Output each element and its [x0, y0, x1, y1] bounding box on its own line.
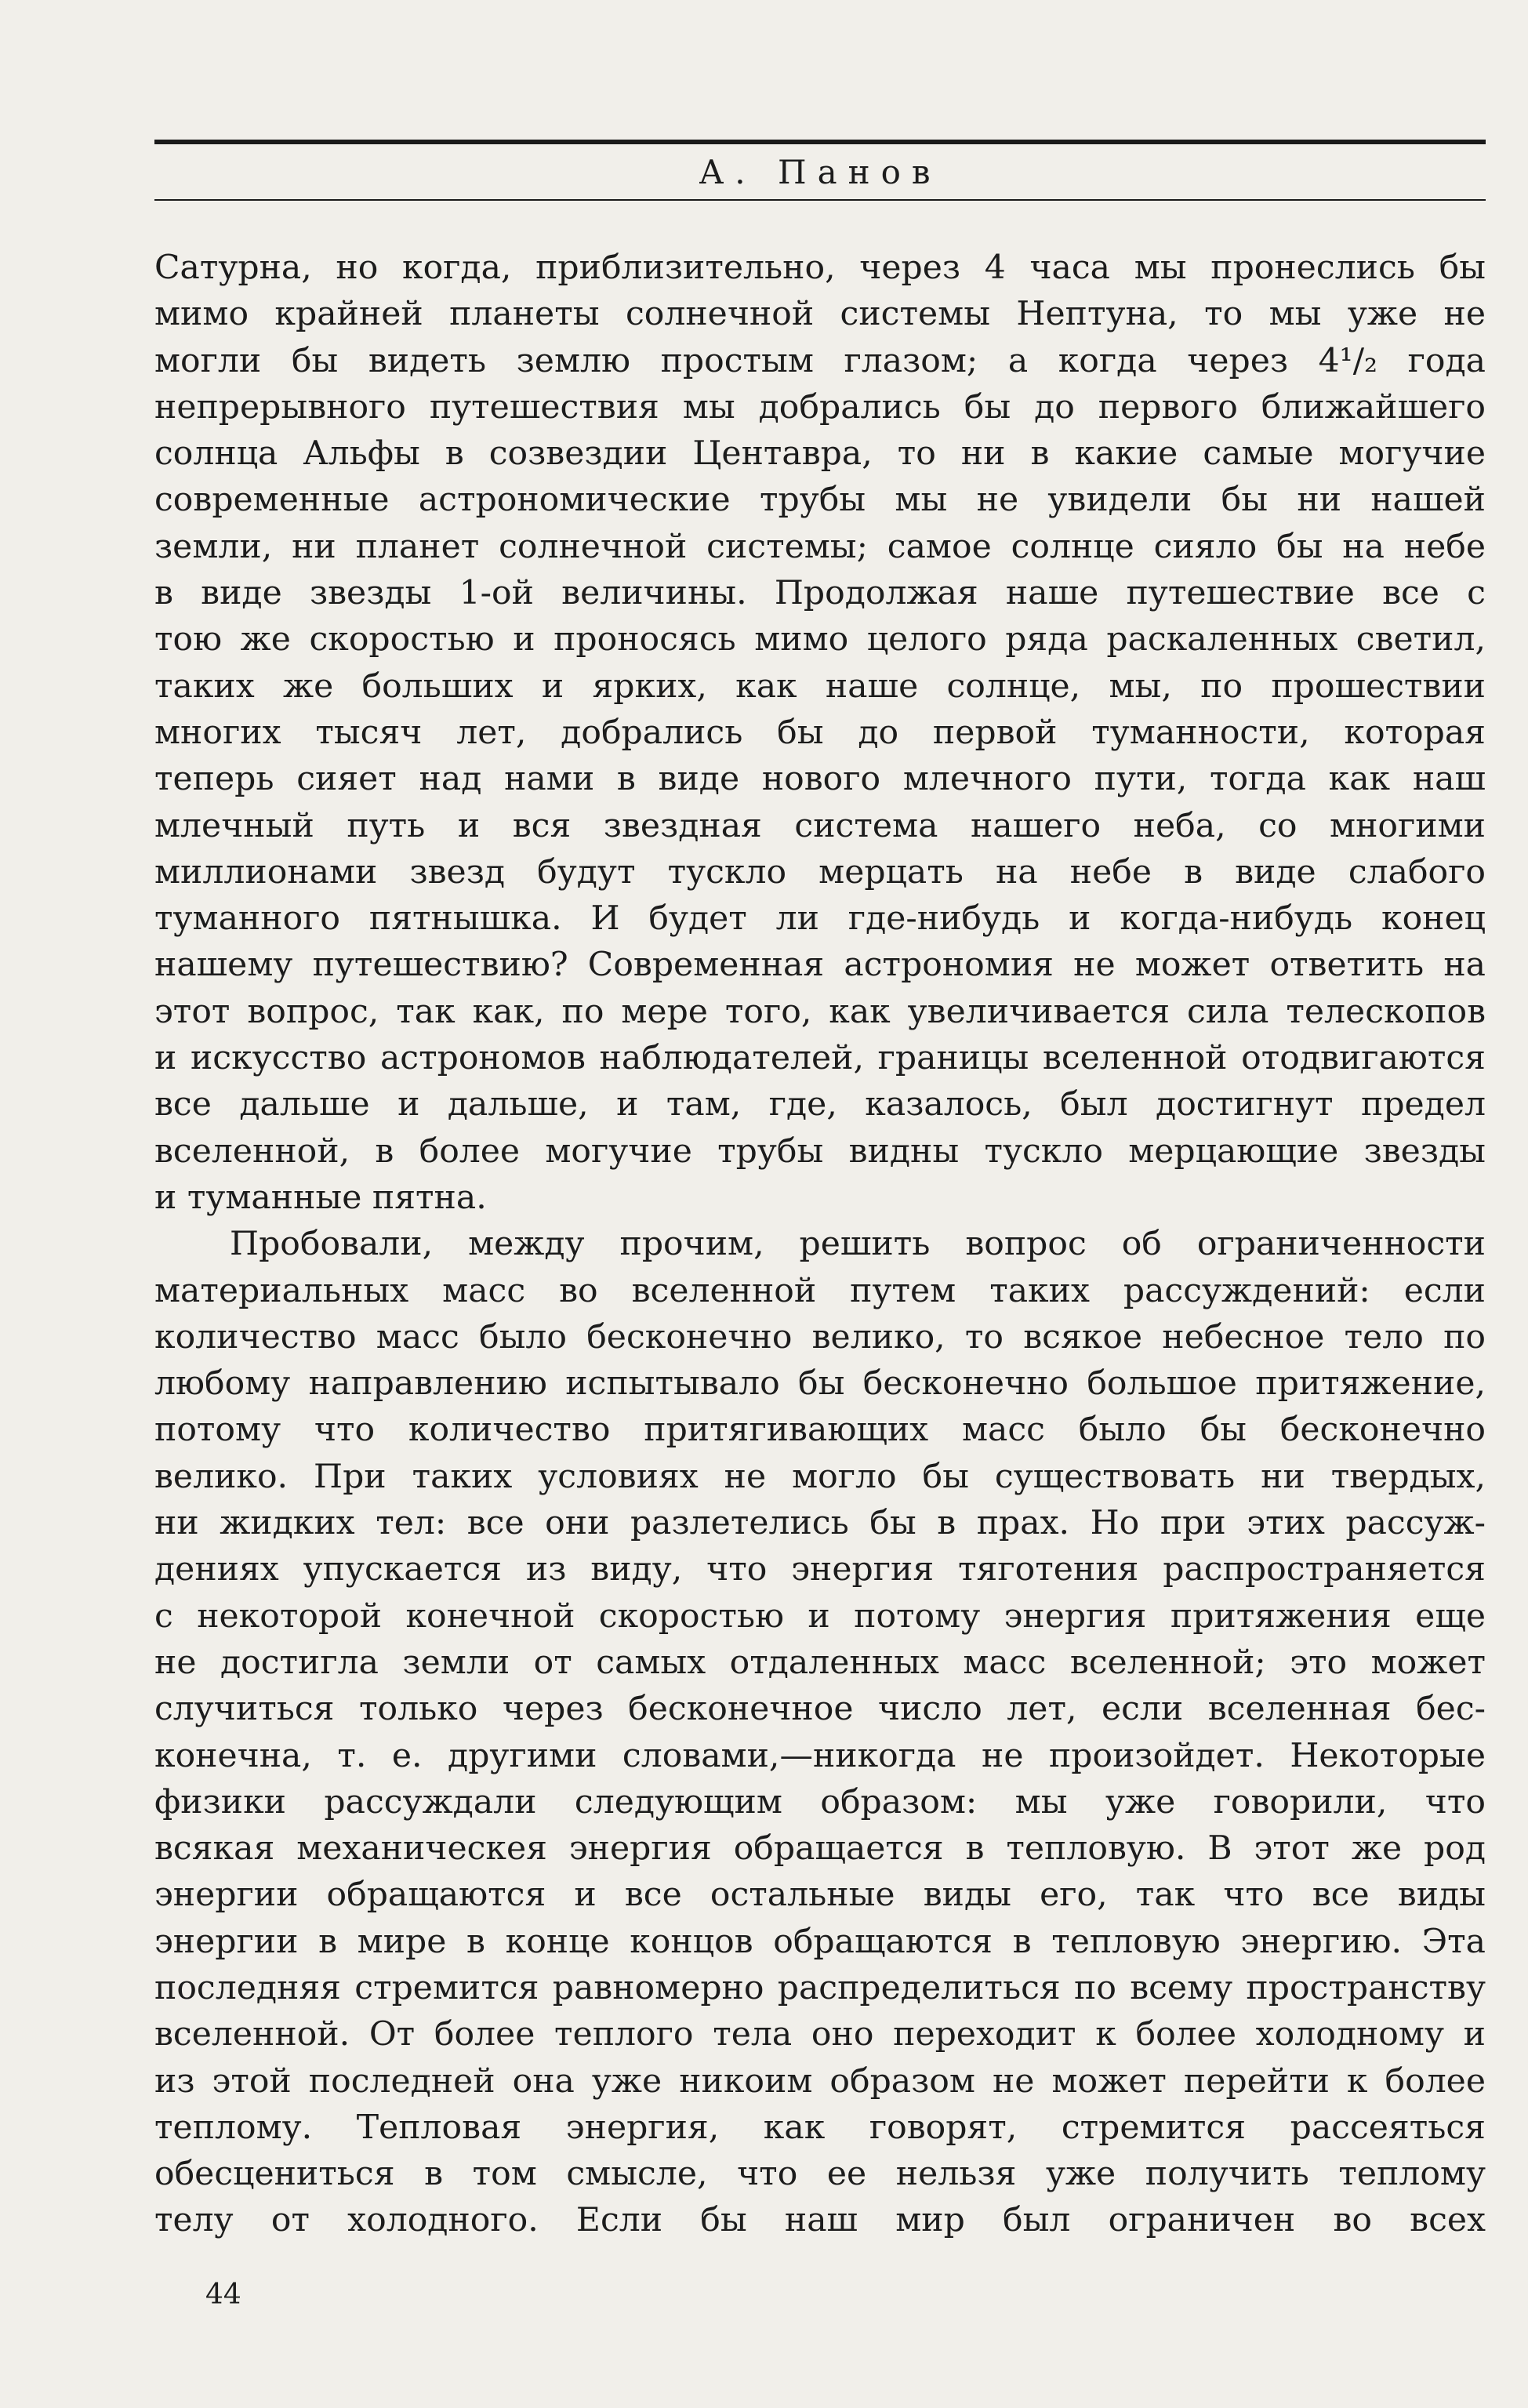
text-line: энергии обращаются и все остальные виды его, так что все виды [154, 1876, 1486, 1915]
text-line: таких же больших и ярких, как наше солнце, мы, по прошествии [154, 666, 1486, 706]
text-line: ни жидких тел: все они разлетелись бы в прах. Но при этих рассуж- [154, 1504, 1486, 1543]
text-line: вселенной. От более теплого тела оно переходит к более холодному и [154, 2015, 1486, 2054]
text-line: все дальше и дальше, и там, где, казалось, был достигнут предел [154, 1085, 1486, 1124]
text-line: земли, ни планет солнечной системы; самое солнце сияло бы на небе [154, 527, 1486, 566]
text-line: энергии в мире в конце концов обращаются в тепловую энергию. Эта [154, 1922, 1486, 1961]
text-line: материальных масс во вселенной путем таких рассуждений: если [154, 1271, 1486, 1310]
text-line: этот вопрос, так как, по мере того, как увеличивается сила телескопов [154, 992, 1486, 1031]
text-line: туманного пятнышка. И будет ли где-нибудь и когда-нибудь конец [154, 899, 1486, 939]
text-line: обесцениться в том смысле, что ее нельзя уже получить теплому [154, 2155, 1486, 2194]
text-line: потому что количество притягивающих масс было бы бесконечно [154, 1411, 1486, 1450]
running-head: А. Панов [699, 153, 942, 191]
header-rule-top [154, 140, 1486, 144]
text-line: могли бы видеть землю простым глазом; а когда через 4¹/₂ года [154, 341, 1486, 380]
body-text [154, 245, 1486, 2244]
text-line: многих тысяч лет, добрались бы до первой туманности, которая [154, 713, 1486, 752]
text-line: и искусство астрономов наблюдателей, границы вселенной отодвигаются [154, 1039, 1486, 1078]
header-rule-bottom [154, 199, 1486, 201]
text-line: Пробовали, между прочим, решить вопрос об ограниченности [230, 1225, 1486, 1264]
page-number: 44 [205, 2279, 241, 2311]
text-line: тою же скоростью и проносясь мимо целого ряда раскаленных светил, [154, 620, 1486, 659]
text-line: Сатурна, но когда, приблизительно, через 4 часа мы пронеслись бы [154, 249, 1486, 287]
text-line: телу от холодного. Если бы наш мир был ограничен во всех [154, 2201, 1486, 2240]
text-line: велико. При таких условиях не могло бы существовать ни твердых, [154, 1457, 1486, 1496]
text-line: мимо крайней планеты солнечной системы Нептуна, то мы уже не [154, 295, 1486, 334]
text-line: солнца Альфы в созвездии Центавра, то ни в какие самые могучие [154, 434, 1486, 474]
text-line: вселенной, в более могучие трубы видны тускло мерцающие звезды [154, 1131, 1486, 1171]
text-line: в виде звезды 1-ой величины. Продолжая наше путешествие все с [154, 574, 1486, 613]
text-line: конечна, т. е. другими словами,—никогда не произойдет. Некоторые [154, 1736, 1486, 1775]
text-line: физики рассуждали следующим образом: мы уже говорили, что [154, 1782, 1486, 1821]
text-line: теперь сияет над нами в виде нового млечного пути, тогда как наш [154, 760, 1486, 799]
text-line: всякая механическея энергия обращается в тепловую. В этот же род [154, 1829, 1486, 1869]
text-line: млечный путь и вся звездная система нашего неба, со многими [154, 806, 1486, 845]
text-line: с некоторой конечной скоростью и потому энергия притяжения еще [154, 1596, 1486, 1636]
text-line: и туманные пятна. [154, 1178, 487, 1217]
text-line: любому направлению испытывало бы бесконечно большое притяжение, [154, 1364, 1486, 1404]
text-line: из этой последней она уже никоим образом не может перейти к более [154, 2061, 1486, 2101]
text-line: случиться только через бесконечное число лет, если вселенная бес- [154, 1690, 1486, 1729]
text-line: нашему путешествию? Современная астрономия не может ответить на [154, 946, 1486, 985]
text-line: миллионами звезд будут тускло мерцать на небе в виде слабого [154, 852, 1486, 892]
text-line: не достигла земли от самых отдаленных масс вселенной; это может [154, 1643, 1486, 1682]
text-line: непрерывного путешествия мы добрались бы до первого ближайшего [154, 387, 1486, 427]
text-line: теплому. Тепловая энергия, как говорят, стремится рассеяться [154, 2108, 1486, 2147]
text-line: последняя стремится равномерно распределиться по всему пространству [154, 1968, 1486, 2007]
text-line: дениях упускается из виду, что энергия тяготения распространяется [154, 1550, 1486, 1589]
text-line: количество масс было бесконечно велико, то всякое небесное тело по [154, 1317, 1486, 1357]
text-line: современные астрономические трубы мы не увидели бы ни нашей [154, 481, 1486, 520]
